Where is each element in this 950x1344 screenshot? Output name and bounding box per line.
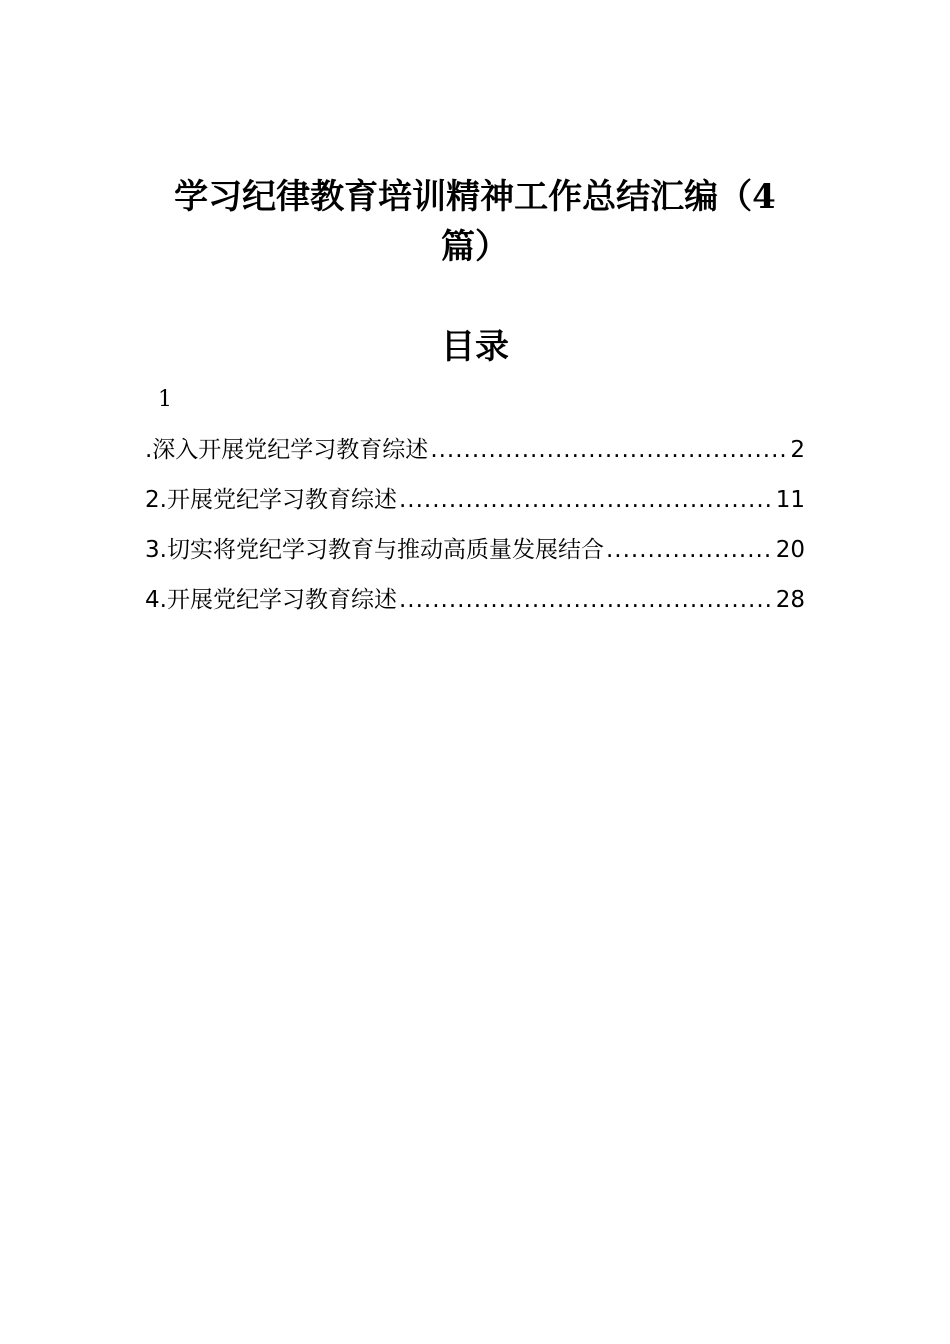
document-title-line-1: 学习纪律教育培训精神工作总结汇编（4: [174, 177, 776, 217]
toc-entry-page: 11: [775, 487, 805, 513]
toc-dot-leader: [430, 428, 788, 472]
toc-entry-page: 2: [790, 437, 805, 463]
toc-number-label: 1: [158, 387, 172, 412]
toc-entry-page: 20: [775, 537, 805, 563]
toc-entry-3[interactable]: [145, 528, 805, 578]
toc-entry-title: 2.开展党纪学习教育综述: [145, 487, 397, 513]
toc-dot-leader: [606, 528, 774, 572]
document-title-line-2: 篇）: [441, 227, 509, 267]
toc-entry-2[interactable]: [145, 478, 805, 528]
toc-entry-title: .深入开展党纪学习教育综述: [145, 437, 429, 463]
toc-dot-leader: [399, 578, 774, 622]
toc-entry-page: 28: [775, 587, 805, 613]
document-title: [145, 172, 805, 272]
toc-dot-leader: [399, 478, 774, 522]
toc-entry-title: 4.开展党纪学习教育综述: [145, 587, 397, 613]
toc-entry-title: 3.切实将党纪学习教育与推动高质量发展结合: [145, 537, 604, 563]
table-of-contents: [145, 428, 805, 628]
toc-entry-4[interactable]: [145, 578, 805, 628]
toc-entry-1[interactable]: [145, 428, 805, 478]
toc-heading: 目录: [441, 327, 509, 367]
